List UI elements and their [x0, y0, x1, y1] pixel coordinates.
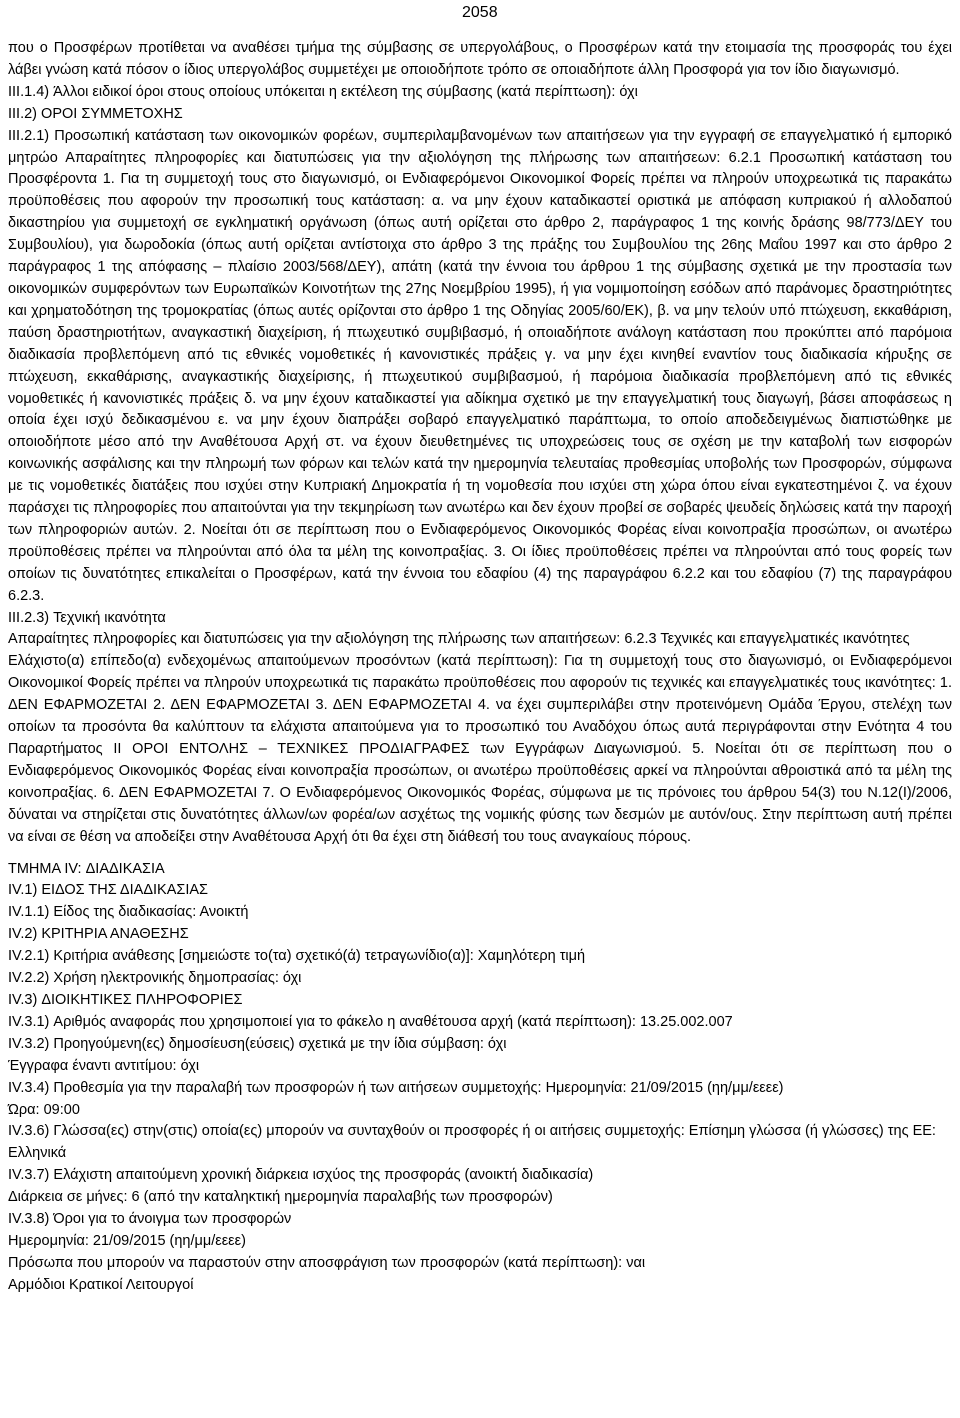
heading-iii-1-4: III.1.4) Άλλοι ειδικοί όροι στους οποίους υπόκειται η εκτέλεση της σύμβασης (κατά περίπτωση): όχι: [8, 83, 638, 100]
paragraph-subcontracting: που ο Προσφέρων προτίθεται να αναθέσει τμήμα της σύμβασης σε υπεργολάβους, ο Προσφέρων κατά την ετοιμασία της προσφοράς του έχει λάβει γνώση κατά πόσον ο ίδιος υπεργολάβος συμμετέχει με οποιοδήποτε τρόπο σε οποιαδήποτε άλλη Προσφορά για τον ίδιο διαγωνισμό.: [8, 40, 952, 78]
line-iv-2-2: IV.2.2) Χρήση ηλεκτρονικής δημοπρασίας: όχι: [8, 970, 302, 987]
line-iv-3-6: IV.3.6) Γλώσσα(ες) στην(στις) οποία(ες) μπορούν να συνταχθούν οι προσφορές ή οι αιτήσεις συμμετοχής: Επίσημη γλώσσα (ή γλώσσες) της ΕΕ:: [8, 1123, 936, 1140]
document-body: [8, 38, 952, 1297]
heading-iv-2: IV.2) ΚΡΙΤΗΡΙΑ ΑΝΑΘΕΣΗΣ: [8, 926, 189, 943]
line-time: Ώρα: 09:00: [8, 1101, 80, 1118]
line-duration: Διάρκεια σε μήνες: 6 (από την καταληκτική ημερομηνία παραλαβής των προσφορών): [8, 1189, 553, 1206]
heading-iii-2: III.2) ΟΡΟΙ ΣΥΜΜΕΤΟΧΗΣ: [8, 105, 183, 122]
line-opening-date: Ημερομηνία: 21/09/2015 (ηη/μμ/εεεε): [8, 1232, 246, 1249]
line-iv-3-8: IV.3.8) Όροι για το άνοιγμα των προσφορών: [8, 1211, 292, 1228]
paragraph-iii-2-1: III.2.1) Προσωπική κατάσταση των οικονομικών φορέων, συμπεριλαμβανομένων των απαιτήσεων για την εγγραφή σε επαγγελματικό ή εμπορικό μητρώο Απαραίτητες πληροφορίες και διατυπώσεις για την αξιολόγηση της πλήρωσης των απαιτήσεων: 6.2.1 Προσωπική κατάσταση του Προσφέροντα 1. Για τη συμμετοχή τους στο διαγωνισμό, οι Ενδιαφερόμενοι Οικονομικοί Φορείς πρέπει να πληρούν υποχρεωτικά τις παρακάτω προϋποθέσεις που αφορούν την προσωπική τους κατάσταση: α. να μην έχουν καταδικαστεί οριστικά με απόφαση κυπριακού ή αλλοδαπού δικαστηρίου για συμμετοχή σε εγκληματική οργάνωση (όπως αυτή ορίζεται στο άρθρο 2, παράγραφος 1 της κοινής δράσης 98/773/ΔΕΥ του Συμβουλίου), για δωροδοκία (όπως αυτή ορίζεται αντίστοιχα στο άρθρο 3 της πράξης του Συμβουλίου της 26ης Μαΐου 1997 και στο άρθρο 2 παράγραφος 1 της απόφασης – πλαίσιο 2003/568/ΔΕΥ), απάτη (κατά την έννοια του άρθρου 1 της σύμβασης σχετικά με την προστασία των οικονομικών συμφερόντων των Ευρωπαϊκών Κοινοτήτων της 27ης Νοεμβρίου 1995), ή για νομιμοποίηση εσόδων από παράνομες δραστηριότητες και χρηματοδότηση της τρομοκρατίας (όπως αυτές ορίζονται στο άρθρο 1 της Οδηγίας 2005/60/ΕΚ), β. να μην τελούν υπό πτώχευση, εκκαθάριση, παύση δραστηριοτήτων, αναγκαστική διαχείριση, ή πτωχευτικό συμβιβασμό, ή οποιαδήποτε ανάλογη κατάσταση που προκύπτει από παρόμοια διαδικασία προβλεπόμενη από τις εθνικές νομοθετικές ή κανονιστικές πράξεις γ. να μην έχει κινηθεί εναντίον τους διαδικασία κήρυξης σε πτώχευση, εκκαθάρισης, αναγκαστικής διαχείρισης, ή πτωχευτικού συμβιβασμού, ή παρόμοια διαδικασία προβλεπόμενη από τις εθνικές νομοθετικές ή κανονιστικές πράξεις δ. να μην έχουν καταδικαστεί για αδίκημα σχετικό με την επαγγελματική τους διαγωγή, βάσει αποφάσεως η οποία έχει ισχύ δεδικασμένου ε. να μην έχουν διαπράξει σοβαρό επαγγελματικό παράπτωμα, το οποίο αποδεδειγμένως διαπιστώθηκε με οποιοδήποτε μέσο από την Αναθέτουσα Αρχή στ. να έχουν διευθετημένες τις υποχρεώσεις τους σε σχέση με την καταβολή των εισφορών κοινωνικής ασφάλισης και την πληρωμή των φόρων και τελών κατά την ημερομηνία τελευταίας προθεσμίας υποβολής των Προσφορών, σύμφωνα με τις νομοθετικές διατάξεις που ισχύει στην Κυπριακή Δημοκρατία ή τη νομοθεσία που ισχύει στη χώρα όπου είναι εγκατεστημένοι ζ. να έχουν παράσχει τις πληροφορίες που απαιτούνται για την τεκμηρίωση των ανωτέρω και δεν έχουν προβεί σε σοβαρές ψευδείς δηλώσεις κατά την παροχή των πληροφοριών αυτών. 2. Νοείται ότι σε περίπτωση που ο Ενδιαφερόμενος Οικονομικός Φορέας είναι κοινοπραξία προσώπων, οι ανωτέρω προϋποθέσεις πρέπει να πληρούνται από όλα τα μέλη της κοινοπραξίας. 3. Οι ίδιες προϋποθέσεις πρέπει να πληρούνται από τους φορείς των οποίων τις δυνατότητες επικαλείται ο Προσφέρων, κατά την έννοια του εδαφίου (4) της παραγράφου 6.2.2 και του εδαφίου (7) της παραγράφου 6.2.3.: [8, 127, 952, 604]
line-iv-2-1: IV.2.1) Κριτήρια ανάθεσης [σημειώστε το(τα) σχετικό(ά) τετραγωνίδιο(α)]: Χαμηλότερη τιμή: [8, 948, 586, 965]
paragraph-technical-info: Απαραίτητες πληροφορίες και διατυπώσεις για την αξιολόγηση της πλήρωσης των απαιτήσεων: 6.2.3 Τεχνικές και επαγγελματικές ικανότητες: [8, 631, 910, 648]
heading-section-iv: ΤΜΗΜΑ IV: ΔΙΑΔΙΚΑΣΙΑ: [8, 860, 165, 877]
line-language: Ελληνικά: [8, 1145, 67, 1162]
heading-iv-1: IV.1) ΕΙΔΟΣ ΤΗΣ ΔΙΑΔΙΚΑΣΙΑΣ: [8, 882, 208, 899]
line-documents-fee: Έγγραφα έναντι αντιτίμου: όχι: [8, 1057, 200, 1074]
line-iv-3-2: IV.3.2) Προηγούμενη(ες) δημοσίευση(εύσεις) σχετικά με την ίδια σύμβαση: όχι: [8, 1035, 507, 1052]
line-iv-1-1: IV.1.1) Είδος της διαδικασίας: Ανοικτή: [8, 904, 249, 921]
line-iv-3-4: IV.3.4) Προθεσμία για την παραλαβή των προσφορών ή των αιτήσεων συμμετοχής: Ημερομηνία: 21/09/2015 (ηη/μμ/εεεε): [8, 1079, 784, 1096]
line-iv-3-7: IV.3.7) Ελάχιστη απαιτούμενη χρονική διάρκεια ισχύος της προσφοράς (ανοικτή διαδικασία): [8, 1167, 594, 1184]
heading-iii-2-3: III.2.3) Τεχνική ικανότητα: [8, 609, 166, 626]
page-number: 2058: [462, 4, 498, 21]
line-iv-3-1: IV.3.1) Αριθμός αναφοράς που χρησιμοποιεί για το φάκελο η αναθέτουσα αρχή (κατά περίπτωση): 13.25.002.007: [8, 1013, 733, 1030]
line-officers: Αρμόδιοι Κρατικοί Λειτουργοί: [8, 1276, 194, 1293]
heading-iv-3: IV.3) ΔΙΟΙΚΗΤΙΚΕΣ ΠΛΗΡΟΦΟΡΙΕΣ: [8, 991, 243, 1008]
line-persons-present: Πρόσωπα που μπορούν να παραστούν στην αποσφράγιση των προσφορών (κατά περίπτωση): ναι: [8, 1254, 646, 1271]
section-gap: [8, 849, 952, 859]
paragraph-minimum-levels: Ελάχιστο(α) επίπεδο(α) ενδεχομένως απαιτούμενων προσόντων (κατά περίπτωση): Για τη συμμετοχή τους στο διαγωνισμό, οι Ενδιαφερόμενοι Οικονομικοί Φορείς πρέπει να πληρούν υποχρεωτικά τις παρακάτω προϋποθέσεις που αφορούν τις τεχνικές και επαγγελματικές τους ικανότητες: 1. ΔΕΝ ΕΦΑΡΜΟΖΕΤΑΙ 2. ΔΕΝ ΕΦΑΡΜΟΖΕΤΑΙ 3. ΔΕΝ ΕΦΑΡΜΟΖΕΤΑΙ 4. να έχει συμπεριλάβει στην προτεινόμενη Ομάδα Έργου, στελέχη των οποίων τα προσόντα θα καλύπτουν τα ελάχιστα απαιτούμενα για το προσωπικό του Αναδόχου όπως αυτά περιγράφονται στην Ενότητα 4 του Παραρτήματος ΙΙ ΟΡΟΙ ΕΝΤΟΛΗΣ – ΤΕΧΝΙΚΕΣ ΠΡΟΔΙΑΓΡΑΦΕΣ των Εγγράφων Διαγωνισμού. 5. Νοείται ότι σε περίπτωση που ο Ενδιαφερόμενος Οικονομικός Φορέας είναι κοινοπραξία προσώπων, οι ανωτέρω προϋποθέσεις αρκεί να πληρούνται αθροιστικά από τα μέλη της κοινοπραξίας. 6. ΔΕΝ ΕΦΑΡΜΟΖΕΤΑΙ 7. Ο Ενδιαφερόμενος Οικονομικός Φορέας, σύμφωνα με τις πρόνοιες του άρθρου 54(3) του Ν.12(Ι)/2006, δύναται να στηρίζεται στις δυνατότητες άλλων/ων φορέα/ων ασχέτως της νομικής φύσης των δεσμών με αυτόν/ους. Στην περίπτωση αυτή πρέπει να είναι σε θέση να αποδείξει στην Αναθέτουσα Αρχή ότι θα έχει στη διάθεσή του τους αναγκαίους πόρους.: [8, 653, 952, 845]
